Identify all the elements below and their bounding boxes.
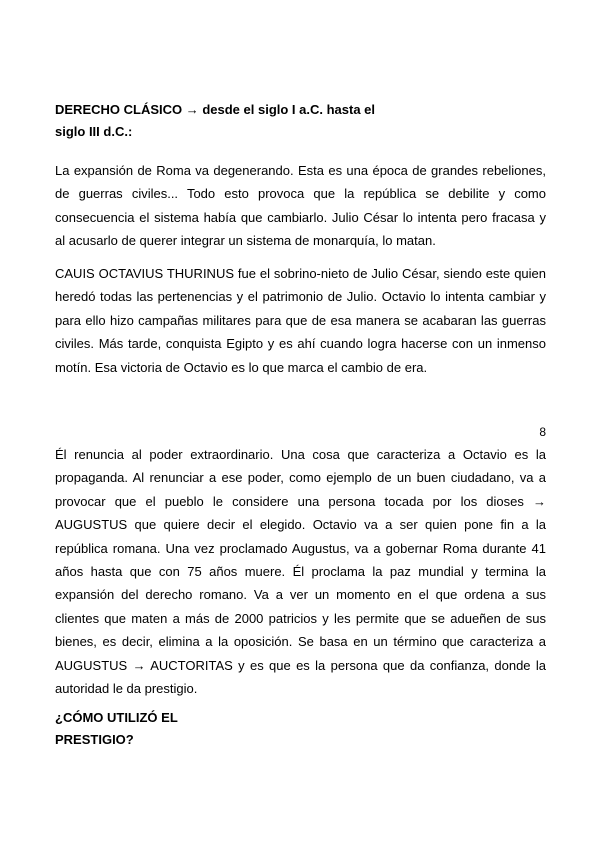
paragraph-augustus: Él renuncia al poder extraordinario. Una cosa que caracteriza a Octavio es la propaganda. Al renunciar a ese poder, como ejemplo de un buen ciudadano, va a provocar que el pueblo le considere una persona tocada por los dioses → AUGUSTUS que quiere decir el elegido. Octavio va a ser quien pone fin a la república romana. Una vez proclamado Augustus, va a gobernar Roma durante 41 años hasta que con 75 años muere. Él proclama la paz mundial y termina la expansión del derecho romano. Va a ver un momento en el que ordena a sus clientes que maten a más de 2000 patricios y les permite que se adueñen de sus bienes, es decir, elimina a la oposición. Se basa en un término que caracteriza a AUGUSTUS → AUCTORITAS y es que es la persona que da confianza, donde la autoridad le da prestigio. (55, 447, 546, 697)
heading-line-2: siglo III d.C.: (55, 124, 133, 139)
page-number: 8 (539, 425, 546, 439)
paragraph-expansion-roma: La expansión de Roma va degenerando. Esta es una época de grandes rebeliones, de guerras civiles... Todo esto provoca que la república se debilite y como consecuencia el sistema había que cambiarlo. Julio César lo intenta pero fracasa y al acusarlo de querer integrar un sistema de monarquía, lo matan. (55, 163, 546, 249)
heading-line-1: DERECHO CLÁSICO → desde el siglo I a.C. hasta el (55, 102, 376, 117)
section-heading-prestigio (55, 707, 495, 751)
heading2-line-2: PRESTIGIO? (55, 732, 134, 747)
heading2-line-1: ¿CÓMO UTILIZÓ EL (55, 710, 178, 725)
paragraph-octavius: CAUIS OCTAVIUS THURINUS fue el sobrino-nieto de Julio César, siendo este quien heredó todas las pertenencias y el patrimonio de Julio. Octavio lo intenta cambiar y para ello hizo campañas militares para que de esa manera se acabaran las guerras civiles. Más tarde, conquista Egipto y es ahí cuando logra hacerse con un inmenso motín. Esa victoria de Octavio es lo que marca el cambio de era. (55, 266, 546, 375)
section-heading-derecho-clasico (55, 99, 495, 143)
